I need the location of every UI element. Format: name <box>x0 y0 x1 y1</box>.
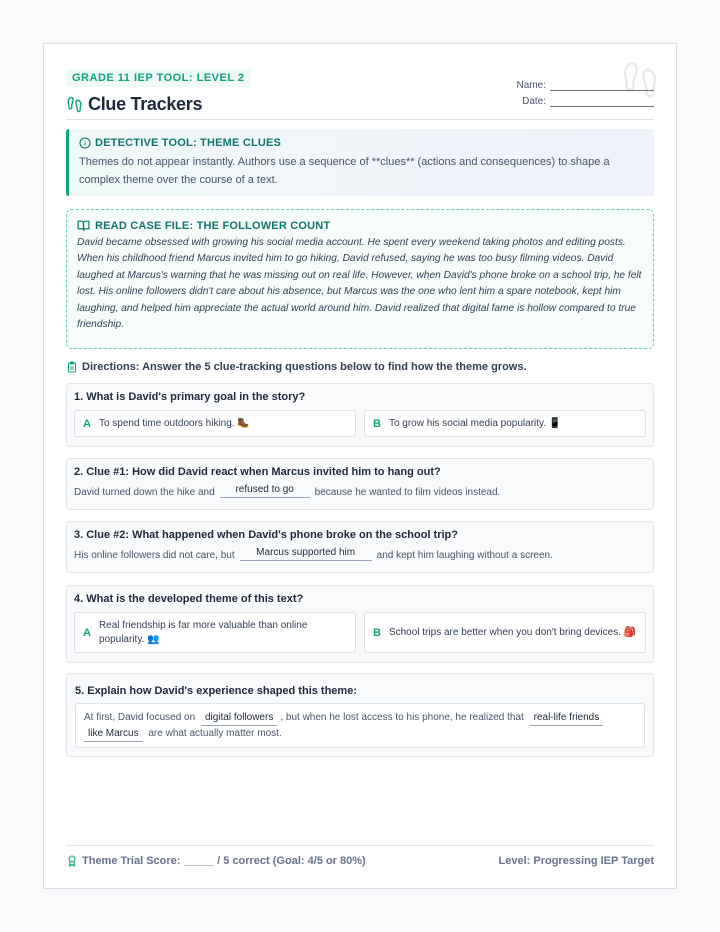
tip-text: Themes do not appear instantly. Authors use a sequence of **clues** (actions and consequences) to shape a complex theme over the course of a text. <box>79 156 610 186</box>
case-heading-text: READ CASE FILE: THE FOLLOWER COUNT <box>95 219 331 232</box>
case-file <box>66 209 654 349</box>
question-3-blank[interactable]: Marcus supported him <box>240 547 372 561</box>
question-3-sentence <box>74 547 646 561</box>
sentence-part: At first, David focused on <box>84 712 196 723</box>
option-letter: A <box>83 417 91 430</box>
question-1-option-a[interactable] <box>74 410 356 437</box>
footprints-watermark-icon <box>620 60 660 100</box>
worksheet-page <box>43 43 677 889</box>
option-text: School trips are better when you don't bring devices. 🎒 <box>388 626 637 638</box>
question-5-blank-2b[interactable]: like Marcus <box>84 728 143 742</box>
question-5-blank-1[interactable]: digital followers <box>201 712 277 726</box>
question-5-answer-box[interactable] <box>75 703 645 748</box>
name-label: Name: <box>516 80 546 91</box>
sentence-part: and kept him laughing without a screen. <box>376 550 553 561</box>
page-title: Clue Trackers <box>88 93 203 114</box>
header <box>66 68 654 120</box>
theme-clues-tip <box>66 129 654 196</box>
option-text: To spend time outdoors hiking. 🥾 <box>98 418 250 429</box>
case-passage: David became obsessed with growing his social media account. He spent every weekend taking photos and editing posts. When his childhood friend Marcus invited him to go hiking, David refused, saying he was too busy filming videos. David laughed at Marcus's warning that he was missing out on real life. However, when David's phone broke on a school trip, he felt lost. His online followers didn't care about his absence, but Marcus was the one who lent him a spare notebook, kept him laughing, and helped him appreciate the actual world around him. David realized that digital fame is hollow compared to true friendship. <box>77 237 642 331</box>
question-1-title: 1. What is David's primary goal in the story? <box>74 391 306 403</box>
question-5 <box>66 673 654 757</box>
question-5-blank-2a[interactable]: real-life friends <box>530 712 604 726</box>
clipboard-icon <box>66 361 78 373</box>
score-text: Theme Trial Score: _____ / 5 correct (Goal: 4/5 or 80%) <box>82 854 366 867</box>
title-row <box>66 92 202 116</box>
question-2 <box>66 458 654 510</box>
directions-text: Directions: Answer the 5 clue-tracking questions below to find how the theme grows. <box>82 361 527 373</box>
level-text: Level: Progressing IEP Target <box>498 854 654 867</box>
sentence-part: , but when he lost access to his phone, he realized that <box>280 712 524 723</box>
award-icon <box>66 855 78 867</box>
question-4-title: 4. What is the developed theme of this text? <box>74 593 304 605</box>
grade-label: GRADE 11 IEP TOOL: LEVEL 2 <box>66 69 251 87</box>
question-2-title: 2. Clue #1: How did David react when Marcus invited him to hang out? <box>74 466 441 478</box>
directions <box>66 359 654 375</box>
question-4 <box>66 585 654 663</box>
question-2-sentence <box>74 484 646 498</box>
question-1 <box>66 383 654 447</box>
case-heading <box>77 219 643 232</box>
question-3 <box>66 521 654 573</box>
option-letter: B <box>373 626 381 639</box>
sentence-part: David turned down the hike and <box>74 487 215 498</box>
question-4-option-b[interactable] <box>364 612 646 653</box>
option-letter: B <box>373 417 381 430</box>
footer <box>66 845 654 875</box>
sentence-part: because he wanted to film videos instead. <box>314 487 501 498</box>
question-3-title: 3. Clue #2: What happened when David's phone broke on the school trip? <box>74 529 458 541</box>
footprints-icon <box>66 96 83 113</box>
sentence-part: His online followers did not care, but <box>74 550 235 561</box>
date-label: Date: <box>522 96 546 107</box>
question-1-option-b[interactable] <box>364 410 646 437</box>
question-2-blank[interactable]: refused to go <box>220 484 310 498</box>
option-text: To grow his social media popularity. 📱 <box>388 418 562 429</box>
sentence-part: are what actually matter most. <box>148 728 282 739</box>
question-5-title: 5. Explain how David's experience shaped this theme: <box>75 685 357 697</box>
option-letter: A <box>83 626 91 639</box>
tip-heading-text: DETECTIVE TOOL: THEME CLUES <box>95 137 282 149</box>
question-4-option-a[interactable] <box>74 612 356 653</box>
book-open-icon <box>77 219 90 232</box>
info-icon <box>79 137 91 149</box>
score-area <box>66 855 366 867</box>
option-text: Real friendship is far more valuable than online popularity. 👥 <box>98 619 308 645</box>
tip-heading <box>79 137 644 149</box>
